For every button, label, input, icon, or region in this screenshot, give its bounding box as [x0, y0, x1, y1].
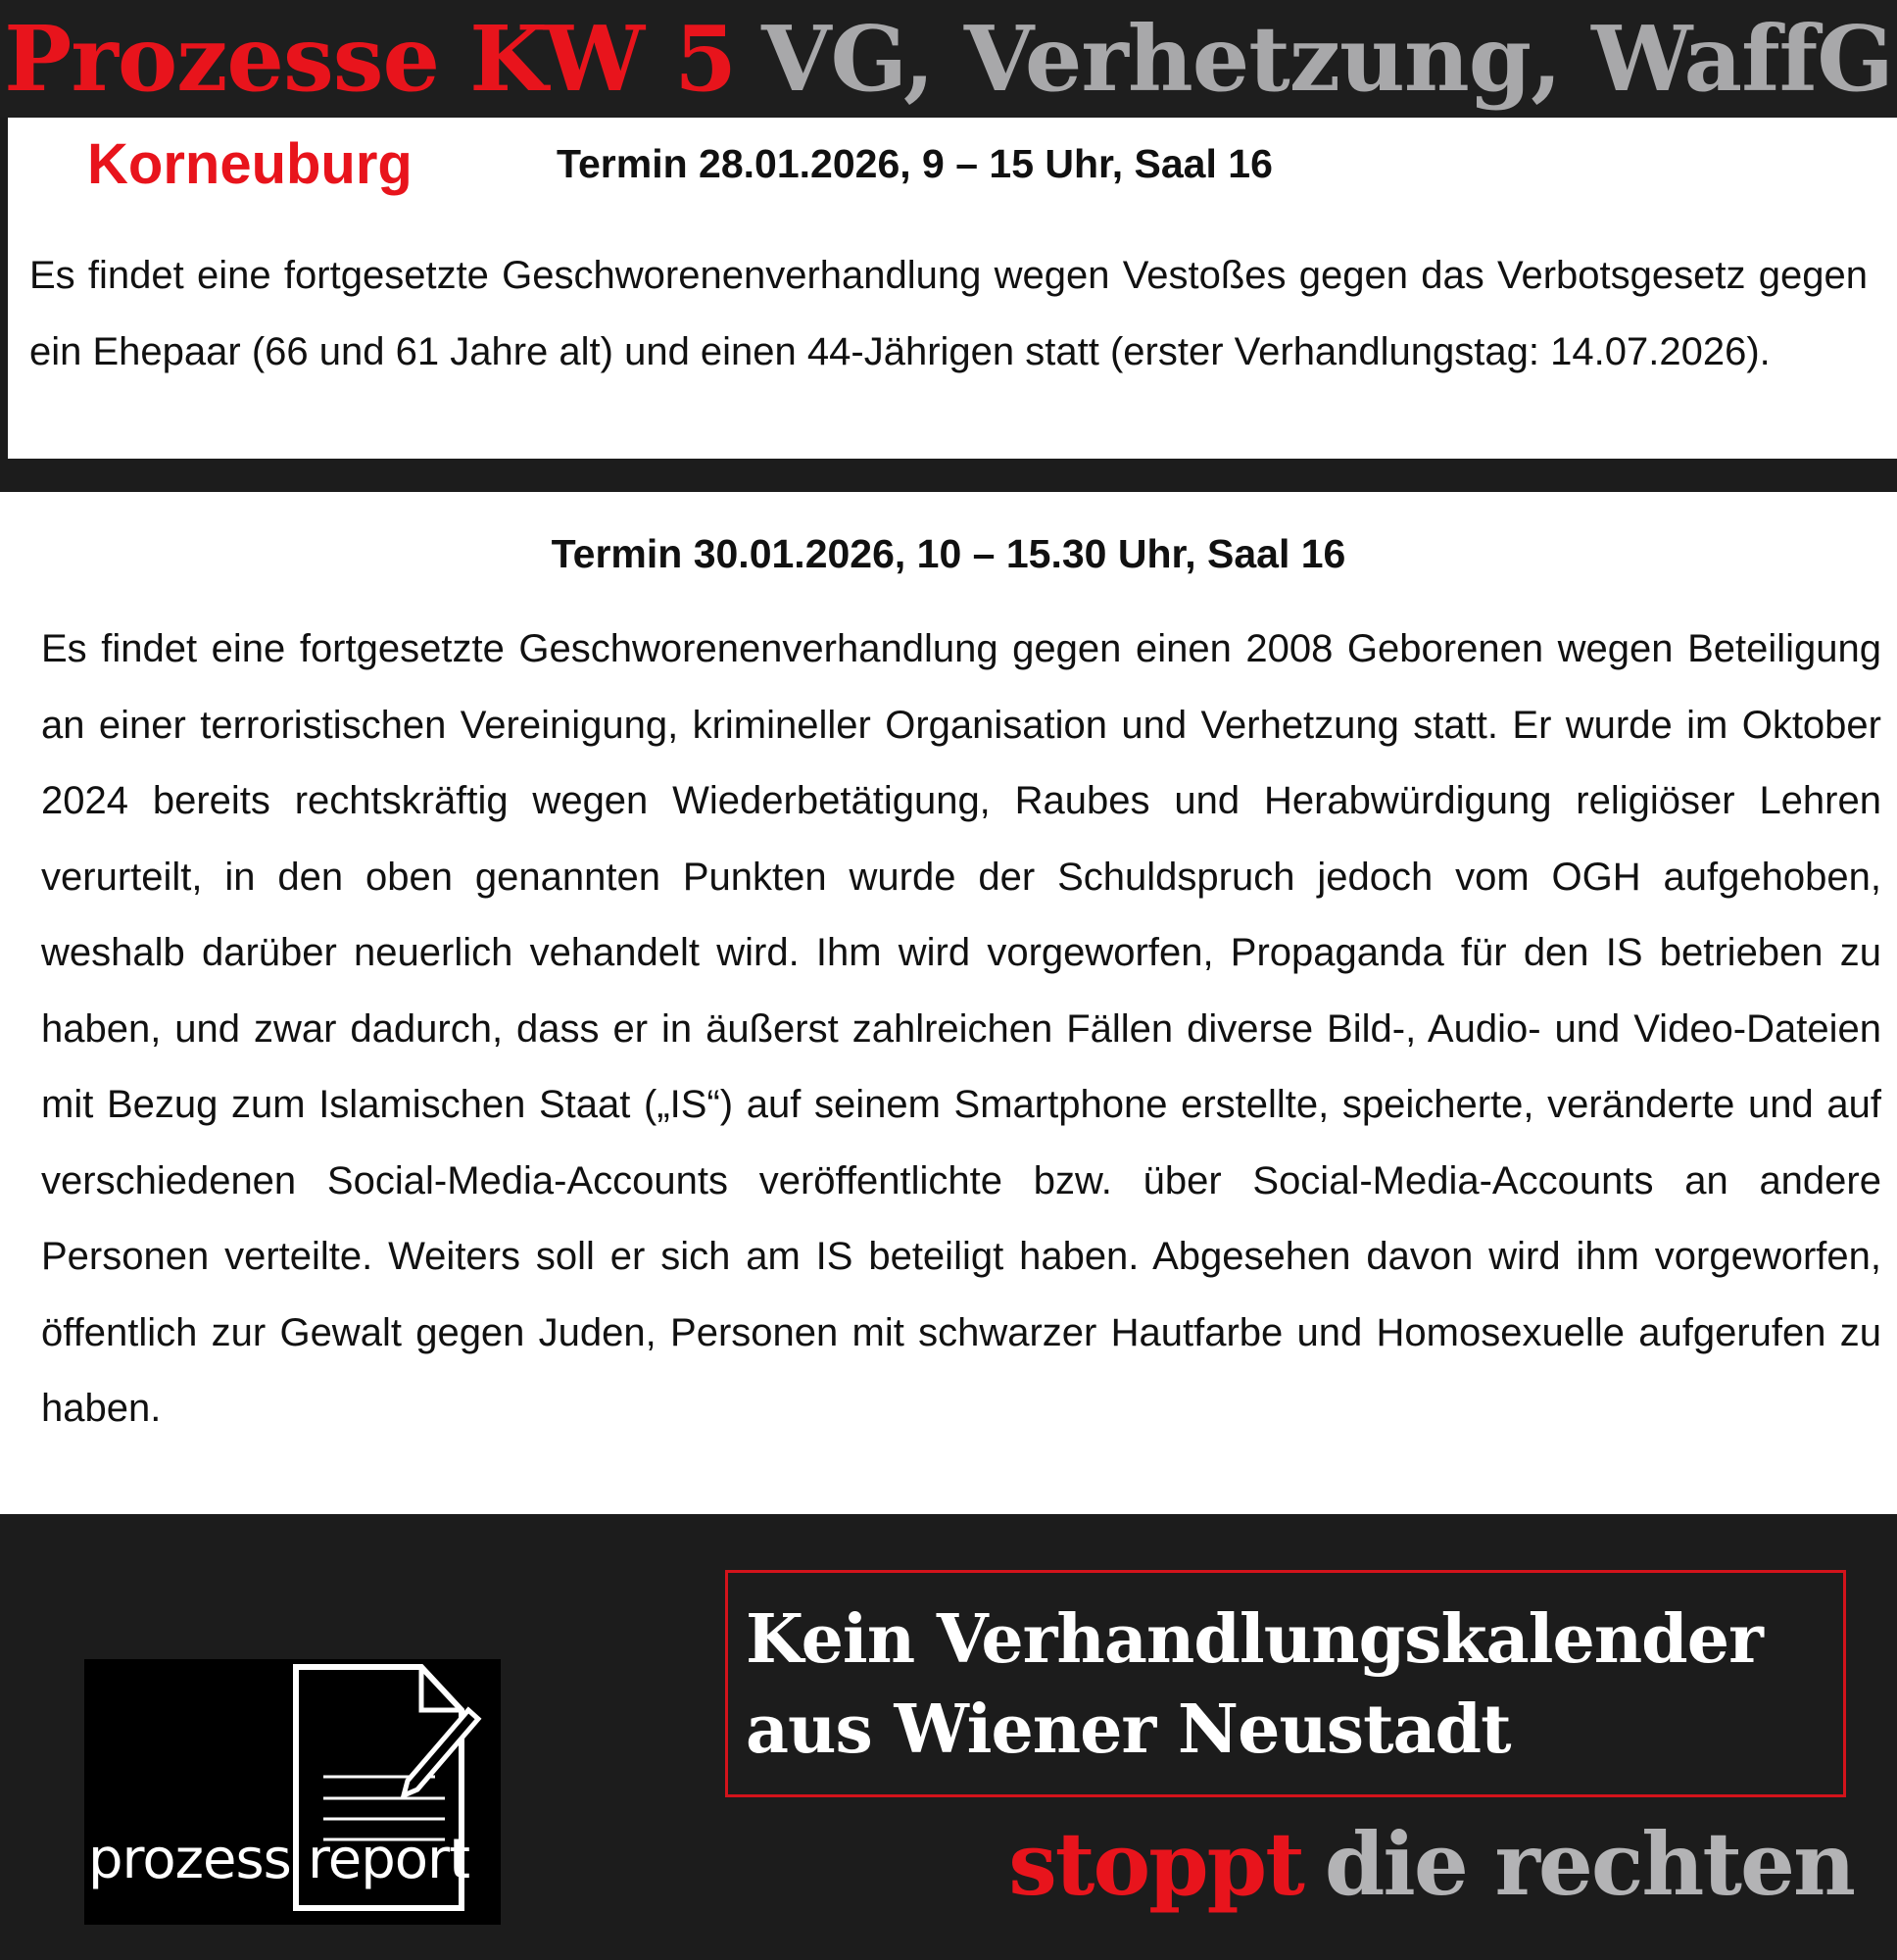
second-case-panel: [0, 492, 1897, 1514]
case-description-2: Es findet eine fortgesetzte Geschworenenverhandlung gegen einen 2008 Geborenen wegen Beteiligung an einer terroristischen Vereinigung, krimineller Organisation und Verhetzung statt. Er wurde im Oktober 2024 bereits rechtskräftig wegen Wiederbetätigung, Raubes und Herabwürdigung religiöser Lehren verurteilt, in den oben genannten Punkten wurde der Schuldspruch jedoch vom OGH aufgehoben, weshalb darüber neuerlich vehandelt wird. Ihm wird vorgeworfen, Propaganda für den IS betrieben zu haben, und zwar dadurch, dass er in äußerst zahlreichen Fällen diverse Bild-, Audio- und Video-Dateien mit Bezug zum Islamischen Staat („IS“) auf seinem Smartphone erstellte, speicherte, veränderte und auf verschiedenen Social-Media-Accounts veröffentlichte bzw. über Social-Media-Accounts an andere Personen verteilte. Weiters soll er sich am IS beteiligt haben. Abgesehen davon wird ihm vorgeworfen, öffentlich zur Gewalt gegen Juden, Personen mit schwarzer Hautfarbe und Homosexuelle aufgerufen zu haben.: [41, 627, 1881, 1430]
page-footer: [0, 1514, 1897, 1960]
korneuburg-panel: [8, 118, 1897, 459]
brand-logo-text: [1008, 1813, 1854, 1915]
brand-grey: die rechten: [1324, 1813, 1854, 1915]
brand-red: stoppt: [1008, 1813, 1303, 1915]
page-header: [0, 0, 1897, 118]
termin-heading-1: Termin 28.01.2026, 9 – 15 Uhr, Saal 16: [557, 141, 1273, 186]
termin-heading-2: Termin 30.01.2026, 10 – 15.30 Uhr, Saal 16: [551, 531, 1346, 576]
logo-word-report: report: [308, 1828, 470, 1891]
prozessreport-logo: [84, 1659, 501, 1925]
case-description-1: Es findet eine fortgesetzte Geschworenenverhandlung wegen Vestoßes gegen das Verbotsgesetz gegen ein Ehepaar (66 und 61 Jahre alt) und einen 44-Jährigen statt (erster Verhandlungstag: 14.07.2026).: [29, 254, 1868, 373]
location-heading: Korneuburg: [87, 132, 413, 196]
notice-text: Kein Verhandlungskalender aus Wiener Neustadt: [746, 1600, 1763, 1769]
notice-box: [725, 1570, 1846, 1797]
section-divider: [0, 459, 1897, 492]
header-title-red: Prozesse KW 5: [4, 6, 737, 112]
logo-word-prozess: prozess: [88, 1828, 291, 1891]
header-title-grey: VG, Verhetzung, WaffG: [761, 6, 1893, 112]
